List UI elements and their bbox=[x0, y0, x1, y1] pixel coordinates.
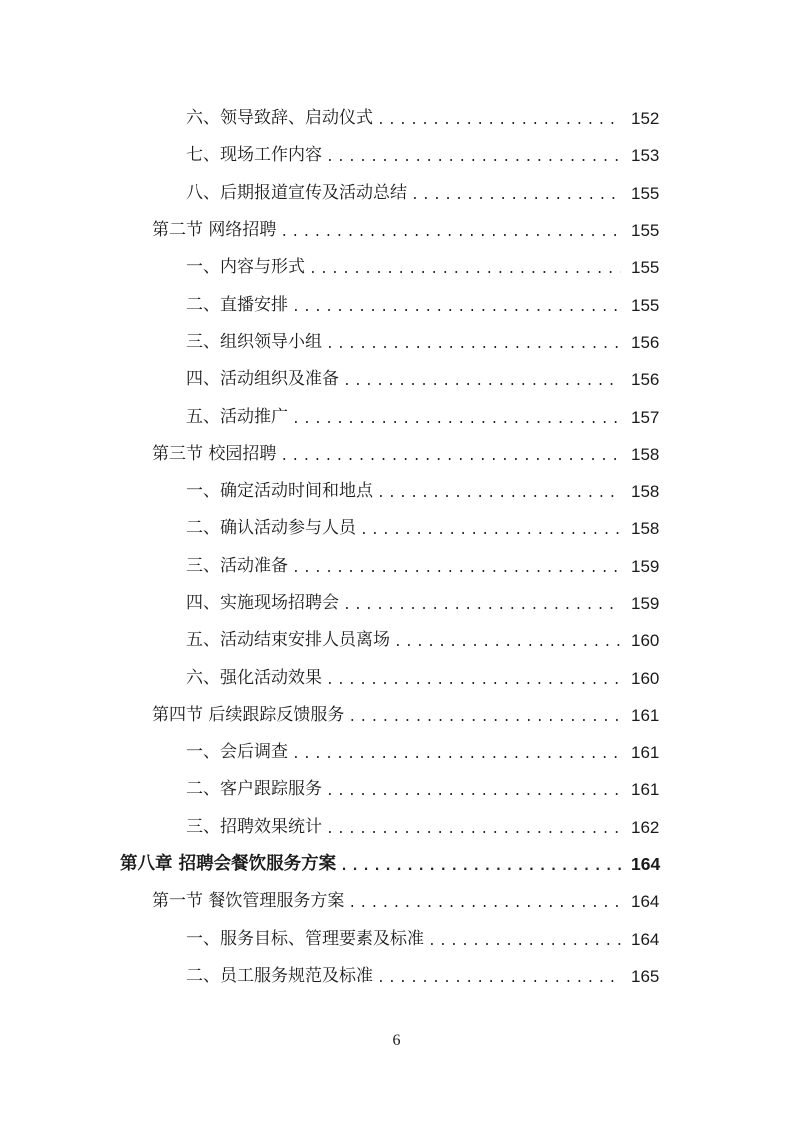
toc-entry-section[interactable] bbox=[0, 212, 793, 249]
toc-dot-leader bbox=[292, 748, 621, 761]
toc-entry-title: 三、招聘效果统计 bbox=[186, 816, 322, 837]
toc-dot-leader bbox=[348, 897, 621, 910]
toc-dot-leader bbox=[326, 338, 621, 351]
toc-dot-leader bbox=[348, 711, 621, 724]
toc-entry-page-number: 160 bbox=[631, 668, 660, 688]
toc-entry-page-number: 155 bbox=[631, 295, 660, 315]
toc-entry-title: 一、确定活动时间和地点 bbox=[186, 481, 373, 502]
toc-dot-leader bbox=[377, 114, 621, 127]
toc-entry-item[interactable] bbox=[0, 771, 793, 808]
toc-dot-leader bbox=[343, 599, 621, 612]
toc-entry-item[interactable] bbox=[0, 734, 793, 771]
toc-dot-leader bbox=[309, 263, 621, 276]
toc-entry-title: 一、会后调查 bbox=[186, 742, 288, 763]
toc-entry-title: 第四节 后续跟踪反馈服务 bbox=[152, 704, 345, 725]
toc-dot-leader bbox=[428, 935, 621, 948]
toc-entry-item[interactable] bbox=[0, 249, 793, 286]
toc-entry-page-number: 155 bbox=[631, 221, 660, 241]
toc-dot-leader bbox=[360, 524, 621, 537]
toc-entry-page-number: 160 bbox=[631, 631, 660, 651]
toc-entry-item[interactable] bbox=[0, 958, 793, 995]
toc-entry-page-number: 161 bbox=[631, 705, 660, 725]
toc-dot-leader bbox=[326, 785, 621, 798]
toc-entry-title: 二、直播安排 bbox=[186, 294, 288, 315]
toc-entry-page-number: 164 bbox=[631, 853, 661, 874]
toc-entry-item[interactable] bbox=[0, 175, 793, 212]
toc-entry-page-number: 161 bbox=[631, 743, 660, 763]
toc-entry-title: 一、服务目标、管理要素及标准 bbox=[186, 928, 424, 949]
toc-dot-leader bbox=[411, 189, 621, 202]
toc-entry-title: 一、内容与形式 bbox=[186, 257, 305, 278]
toc-entry-section[interactable] bbox=[0, 436, 793, 473]
toc-entry-page-number: 158 bbox=[631, 444, 660, 464]
toc-entry-title: 六、领导致辞、启动仪式 bbox=[186, 108, 373, 129]
toc-entry-title: 二、客户跟踪服务 bbox=[186, 779, 322, 800]
toc-entry-title: 八、后期报道宣传及活动总结 bbox=[186, 182, 407, 203]
toc-entry-item[interactable] bbox=[0, 286, 793, 323]
toc-dot-leader bbox=[292, 413, 621, 426]
table-of-contents bbox=[0, 100, 793, 995]
toc-entry-title: 四、实施现场招聘会 bbox=[186, 593, 339, 613]
toc-entry-item[interactable] bbox=[0, 622, 793, 659]
toc-entry-title: 四、活动组织及准备 bbox=[186, 369, 339, 390]
toc-dot-leader bbox=[292, 562, 621, 575]
page-number: 6 bbox=[392, 1032, 401, 1049]
toc-entry-page-number: 164 bbox=[631, 892, 660, 912]
toc-entry-item[interactable] bbox=[0, 324, 793, 361]
toc-entry-item[interactable] bbox=[0, 361, 793, 398]
toc-dot-leader bbox=[394, 636, 621, 649]
toc-entry-item[interactable] bbox=[0, 100, 793, 137]
toc-entry-page-number: 162 bbox=[631, 817, 660, 837]
toc-entry-title: 第一节 餐饮管理服务方案 bbox=[152, 891, 345, 912]
toc-entry-item[interactable] bbox=[0, 510, 793, 547]
toc-entry-item[interactable] bbox=[0, 585, 793, 622]
toc-entry-item[interactable] bbox=[0, 548, 793, 585]
toc-dot-leader bbox=[280, 226, 621, 239]
toc-entry-title: 五、活动推广 bbox=[186, 406, 288, 427]
toc-dot-leader bbox=[326, 823, 621, 836]
toc-entry-page-number: 155 bbox=[631, 183, 660, 203]
toc-entry-page-number: 161 bbox=[631, 780, 660, 800]
toc-entry-title: 三、组织领导小组 bbox=[186, 331, 322, 352]
toc-entry-page-number: 153 bbox=[631, 146, 660, 166]
toc-entry-page-number: 152 bbox=[631, 109, 660, 129]
toc-entry-page-number: 158 bbox=[631, 482, 660, 502]
toc-entry-item[interactable] bbox=[0, 137, 793, 174]
toc-entry-title: 第三节 校园招聘 bbox=[152, 443, 277, 464]
toc-entry-section[interactable] bbox=[0, 883, 793, 920]
toc-entry-title: 第二节 网络招聘 bbox=[152, 220, 277, 241]
toc-dot-leader bbox=[326, 674, 621, 687]
toc-entry-page-number: 164 bbox=[631, 929, 660, 949]
toc-entry-title: 五、活动结束安排人员离场 bbox=[186, 630, 390, 651]
toc-entry-item[interactable] bbox=[0, 473, 793, 510]
toc-entry-item[interactable] bbox=[0, 659, 793, 696]
toc-dot-leader bbox=[326, 151, 621, 164]
toc-entry-title: 七、现场工作内容 bbox=[186, 145, 322, 166]
toc-entry-chapter[interactable] bbox=[0, 846, 793, 883]
toc-dot-leader bbox=[377, 487, 621, 500]
toc-entry-title: 六、强化活动效果 bbox=[186, 667, 322, 688]
toc-entry-title: 二、员工服务规范及标准 bbox=[186, 965, 373, 986]
toc-entry-page-number: 158 bbox=[631, 519, 660, 539]
toc-entry-title: 第八章 招聘会餐饮服务方案 bbox=[120, 853, 337, 874]
toc-dot-leader bbox=[292, 301, 621, 314]
toc-entry-page-number: 155 bbox=[631, 258, 660, 278]
toc-entry-title: 二、确认活动参与人员 bbox=[186, 518, 356, 539]
toc-dot-leader bbox=[340, 860, 621, 873]
toc-entry-item[interactable] bbox=[0, 398, 793, 435]
toc-entry-title: 三、活动准备 bbox=[186, 555, 288, 576]
toc-dot-leader bbox=[280, 450, 621, 463]
toc-entry-item[interactable] bbox=[0, 921, 793, 958]
toc-entry-page-number: 159 bbox=[631, 556, 660, 576]
toc-entry-section[interactable] bbox=[0, 697, 793, 734]
toc-entry-page-number: 156 bbox=[631, 370, 660, 390]
toc-entry-item[interactable] bbox=[0, 809, 793, 846]
toc-dot-leader bbox=[343, 375, 621, 388]
toc-dot-leader bbox=[377, 972, 621, 985]
toc-entry-page-number: 156 bbox=[631, 332, 660, 352]
toc-entry-page-number: 165 bbox=[631, 966, 660, 986]
toc-entry-page-number: 159 bbox=[631, 594, 660, 613]
toc-entry-page-number: 157 bbox=[631, 407, 660, 427]
